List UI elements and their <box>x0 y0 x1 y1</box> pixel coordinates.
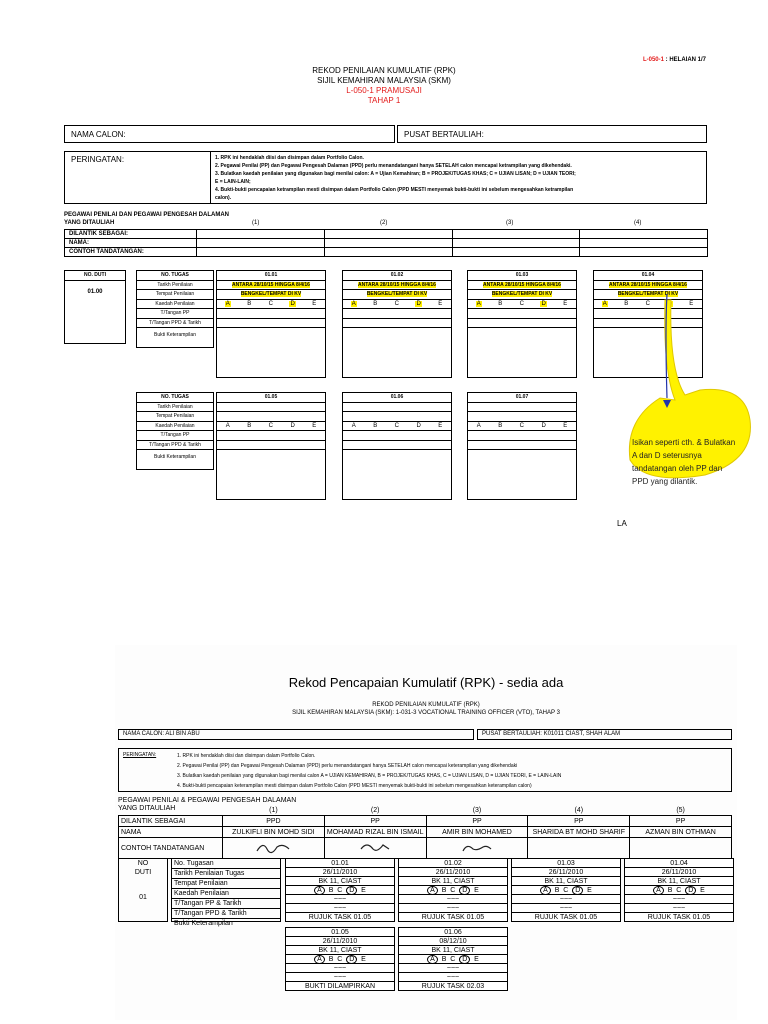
option-a[interactable]: A <box>351 422 356 429</box>
scan-label: Kaedah Penilaian <box>172 889 280 899</box>
nama-label: NAMA: <box>65 239 197 248</box>
scan-task-no: 01.05 <box>286 928 394 937</box>
signature-image: ~~~ <box>512 895 620 904</box>
label-tarikh: Tarikh Penilaian <box>137 403 213 413</box>
scan-nama-box <box>118 729 474 740</box>
scan-dilantik: PP <box>630 816 732 827</box>
kaedah-options <box>468 301 576 307</box>
label-tt-ppd: T/Tangan PPD & Tarikh <box>137 441 213 451</box>
peringatan-list <box>215 154 705 202</box>
peringatan-item: 3. Bulatkan kaedah penilaian yang digunakan bagi menilai calon: A = Ujian Kemahiran; B = PROJEK/TUGAS KHAS; C = UJIAN LISAN; D = UJIAN TEORI; <box>215 171 576 177</box>
scan-peringatan-box <box>118 748 732 792</box>
scan-task-no: 01.06 <box>399 928 507 937</box>
signature-image: ~~~ <box>399 964 507 973</box>
pegawai-title-line1: PEGAWAI PENILAI DAN PEGAWAI PENGESAH DALAMAN <box>64 212 230 218</box>
sheet-reference <box>643 57 706 63</box>
pegawai-title <box>64 211 229 227</box>
form-title <box>234 66 534 106</box>
scan-name: AZMAN BIN OTHMAN <box>630 827 732 838</box>
label-tt-ppd: T/Tangan PPD & Tarikh <box>137 319 213 329</box>
scan-task-bukti: RUJUK TASK 01.05 <box>647 914 711 921</box>
scan-task-tempat: BK 11, CIAST <box>399 877 507 886</box>
task-tarikh: ANTARA 28/10/15 HINGGA 8/4/16 <box>232 281 310 288</box>
scan-name: SHARIDA BT MOHD SHARIF <box>528 827 630 838</box>
signature-image: ~~~ <box>399 904 507 913</box>
pegawai-col-2: (2) <box>380 220 388 226</box>
option-c[interactable]: C <box>268 422 273 429</box>
peringatan-box <box>64 151 707 204</box>
scan-task-kaedah: A B C D E <box>512 886 620 895</box>
signature-image: ~~~ <box>399 973 507 982</box>
signature-image: ~~~ <box>512 904 620 913</box>
no-duti-label: NO. DUTI <box>65 271 125 281</box>
option-a[interactable]: A <box>476 300 481 307</box>
task-no: 01.04 <box>594 271 702 281</box>
scan-no: NO <box>137 860 149 867</box>
title-line-2: SIJIL KEMAHIRAN MALAYSIA (SKM) <box>317 76 451 85</box>
scan-task-tempat: BK 11, CIAST <box>399 946 507 955</box>
scan-task-kaedah: A B C D E <box>399 955 507 964</box>
form-code: L-050-1 <box>642 57 664 63</box>
option-a[interactable]: A <box>476 422 481 429</box>
scan-task-bukti: BUKTI DILAMPIRKAN <box>304 983 375 990</box>
option-e[interactable]: E <box>689 300 694 307</box>
option-c[interactable]: C <box>268 300 273 307</box>
scan-nama-label: NAMA <box>119 827 223 838</box>
scan-task-no: 01.02 <box>399 859 507 868</box>
pegawai-col-4: (4) <box>634 220 642 226</box>
task-tempat: BENGKEL/TEMPAT DI KV <box>366 291 428 298</box>
kaedah-options <box>468 423 576 429</box>
scan-peg-2: YANG DITAULIAH <box>118 805 176 812</box>
scan-title-2: SIJIL KEMAHIRAN MALAYSIA (SKM): 1-031-3 VOCATIONAL TRAINING OFFICER (VTO), TAHAP 3 <box>292 710 560 716</box>
task-block <box>342 392 452 500</box>
scan-col: (4) <box>574 806 584 814</box>
option-e[interactable]: E <box>312 422 317 429</box>
scan-name: ZULKIFLI BIN MOHD SIDI <box>223 827 325 838</box>
scan-title-1: REKOD PENILAIAN KUMULATIF (RPK) <box>372 702 480 708</box>
row-labels-bottom <box>136 392 214 470</box>
scan-peringatan-item: 2. Pegawai Penilai (PP) dan Pegawai Pengesah Dalaman (PPD) perlu menandatangani hanya SETELAH calon mencapai keterampilan yang dikehendaki <box>177 763 518 769</box>
kaedah-options <box>343 301 451 307</box>
task-tarikh: ANTARA 28/10/15 HINGGA 8/4/16 <box>358 281 436 288</box>
label-kaedah: Kaedah Penilaian <box>137 300 213 310</box>
label-no-tugas: NO. TUGAS <box>137 271 213 281</box>
peringatan-item: calon). <box>215 195 232 201</box>
contoh-tandatangan-label: CONTOH TANDATANGAN: <box>65 248 197 257</box>
option-c[interactable]: C <box>519 300 524 307</box>
label-bukti: Bukti Keterampilan <box>154 454 196 460</box>
scan-task-tarikh: 08/12/10 <box>399 937 507 946</box>
kaedah-options <box>217 423 325 429</box>
scan-label: No. Tugasan <box>172 859 280 869</box>
task-block <box>216 392 326 500</box>
option-b[interactable]: B <box>373 422 378 429</box>
scan-task-block <box>398 858 508 922</box>
option-d[interactable]: D <box>541 422 546 429</box>
task-block <box>467 270 577 378</box>
dilantik-label: DILANTIK SEBAGAI: <box>65 230 197 239</box>
scan-pusat-box <box>477 729 732 740</box>
signature-image <box>324 838 426 859</box>
task-block <box>342 270 452 378</box>
scan-col: (2) <box>370 806 380 814</box>
scan-label: Bukti Keterampilan <box>174 920 233 927</box>
option-b[interactable]: B <box>498 300 503 307</box>
scan-task-kaedah: A B C D E <box>286 886 394 895</box>
scan-task-tempat: BK 11, CIAST <box>286 877 394 886</box>
scan-task-bukti: RUJUK TASK 01.05 <box>421 914 485 921</box>
scan-row-labels <box>171 858 281 927</box>
scan-peg-1: PEGAWAI PENILAI & PEGAWAI PENGESAH DALAMAN <box>118 797 297 804</box>
scan-peringatan-label: PERINGATAN: <box>123 752 157 758</box>
signature-image: ~~~ <box>399 895 507 904</box>
scan-peringatan-item: 4. Bukti-bukti pencapaian keterampilan mesti disimpan dalam Portfolio Calon (PPD MESTI menyemak bukti-bukti ini sebelum mengesahkan keterampilan calon) <box>177 783 532 789</box>
scan-task-tarikh: 26/11/2010 <box>286 868 394 877</box>
peringatan-item: 4. Bukti-bukti pencapaian ketrampilan mesti disimpan dalam Portfolio Calon (PPD MESTI menyemak bukti-bukti ini sebelum mengesahkan ketrampilan <box>215 187 574 193</box>
task-no: 01.07 <box>468 393 576 403</box>
pusat-label: PUSAT BERTAULIAH: <box>404 130 484 139</box>
task-tempat: BENGKEL/TEMPAT DI KV <box>240 291 302 298</box>
peringatan-item: 2. Pegawai Penilai (PP) dan Pegawai Pengesah Dalaman (PPD) perlu menandatangani hanya SETELAH calon mencapai ketrampilan yang dikehendaki. <box>215 163 572 169</box>
title-line-4: TAHAP 1 <box>367 96 401 105</box>
scan-label: T/Tangan PPD & Tarikh <box>172 909 280 919</box>
option-b[interactable]: B <box>247 300 252 307</box>
label-tarikh: Tarikh Penilaian <box>137 281 213 291</box>
scan-dilantik-label: DILANTIK SEBAGAI <box>119 816 223 827</box>
option-c[interactable]: C <box>394 300 399 307</box>
pegawai-title-line2: YANG DITAULIAH <box>64 220 115 226</box>
scan-task-no: 01.03 <box>512 859 620 868</box>
peringatan-item: 1. RPK ini hendaklah diisi dan disimpan dalam Portfolio Calon. <box>215 155 364 161</box>
signature-image: ~~~ <box>625 895 733 904</box>
scan-pusat: PUSAT BERTAULIAH: K01011 CIAST, SHAH ALAM <box>482 731 621 737</box>
option-b[interactable]: B <box>498 422 503 429</box>
scan-pegawai-table <box>118 805 732 859</box>
pegawai-col-3: (3) <box>506 220 514 226</box>
scan-task-no: 01.04 <box>625 859 733 868</box>
option-c[interactable]: C <box>394 422 399 429</box>
no-duti-box <box>64 270 126 344</box>
scan-task-bukti: RUJUK TASK 02.03 <box>421 983 485 990</box>
option-a[interactable]: A <box>225 422 230 429</box>
option-d[interactable]: D <box>290 422 295 429</box>
scan-contoh-label: CONTOH TANDATANGAN <box>119 838 223 859</box>
task-no: 01.02 <box>343 271 451 281</box>
task-tarikh: ANTARA 28/10/15 HINGGA 8/4/16 <box>609 281 687 288</box>
label-kaedah: Kaedah Penilaian <box>137 422 213 432</box>
scan-task-tarikh: 26/11/2010 <box>625 868 733 877</box>
signature-image: ~~~ <box>286 973 394 982</box>
option-e[interactable]: E <box>438 422 443 429</box>
scan-peringatan-list <box>177 751 561 791</box>
pegawai-col-1: (1) <box>252 220 260 226</box>
scan-label: T/Tangan PP & Tarikh <box>172 899 280 909</box>
scan-peringatan-item: 3. Bulatkan kaedah penilaian yang digunakan bagi menilai calon A = UJIAN KEMAHIRAN, B = PROJEK/TUGAS KHAS, C = UJIAN LISAN, D = UJIAN TEORI, E = LAIN-LAIN <box>177 773 562 779</box>
scan-col: (5) <box>676 806 685 814</box>
label-tt-pp: T/Tangan PP <box>137 309 213 319</box>
scan-duti-no: 01 <box>139 894 147 901</box>
task-tarikh: ANTARA 28/10/15 HINGGA 8/4/16 <box>483 281 561 288</box>
scan-task-tarikh: 26/11/2010 <box>399 868 507 877</box>
label-bukti: Bukti Keterampilan <box>154 332 196 338</box>
scan-task-kaedah: A B C D E <box>399 886 507 895</box>
signature-image: ~~~ <box>286 895 394 904</box>
scan-task-kaedah: A B C D E <box>625 886 733 895</box>
scan-task-block <box>511 858 621 922</box>
scan-duti: DUTI <box>134 869 152 876</box>
option-d[interactable]: D <box>416 300 421 307</box>
scan-name: AMIR BIN MOHAMED <box>426 827 528 838</box>
signature-image: ~~~ <box>286 964 394 973</box>
scan-task-tempat: BK 11, CIAST <box>286 946 394 955</box>
task-block <box>467 392 577 500</box>
no-duti-value: 01.00 <box>87 289 103 295</box>
task-no: 01.05 <box>217 393 325 403</box>
scan-nama: NAMA CALON: ALI BIN ABU <box>123 731 200 737</box>
title-line-3: L-050-1 PRAMUSAJI <box>346 86 422 95</box>
scan-dilantik: PP <box>324 816 426 827</box>
task-no: 01.03 <box>468 271 576 281</box>
scan-no-duti-box <box>118 858 168 922</box>
peringatan-label: PERINGATAN: <box>71 155 125 164</box>
scan-task-block <box>624 858 734 922</box>
scan-task-bukti: RUJUK TASK 01.05 <box>534 914 598 921</box>
option-e[interactable]: E <box>312 300 317 307</box>
callout-text: Isikan seperti cth. & Bulatkan A dan D seterusnya tandatangan oleh PP dan PPD yang dilantik. <box>632 438 736 486</box>
option-d[interactable]: D <box>541 300 546 307</box>
scan-name: MOHAMAD RIZAL BIN ISMAIL <box>324 827 426 838</box>
label-no-tugas: NO. TUGAS <box>137 393 213 403</box>
scan-dilantik: PP <box>426 816 528 827</box>
task-tempat: BENGKEL/TEMPAT DI KV <box>491 291 553 298</box>
option-a[interactable]: A <box>351 300 356 307</box>
scan-label: Tarikh Penilaian Tugas <box>172 869 280 879</box>
scan-dilantik: PPD <box>223 816 325 827</box>
scan-dilantik: PP <box>528 816 630 827</box>
option-c[interactable]: C <box>519 422 524 429</box>
sheet-number: : HELAIAN 1/7 <box>663 57 706 63</box>
nama-calon-box <box>64 125 395 143</box>
task-tempat: BENGKEL/TEMPAT DI KV <box>617 291 679 298</box>
label-tempat: Tempat Penilaian <box>137 290 213 300</box>
title-line-1: REKOD PENILAIAN KUMULATIF (RPK) <box>312 66 456 75</box>
task-no: 01.06 <box>343 393 451 403</box>
scan-task-no: 01.01 <box>286 859 394 868</box>
peringatan-item: E = LAIN-LAIN; <box>215 179 251 185</box>
option-b[interactable]: B <box>624 300 629 307</box>
scan-peringatan-item: 1. RPK ini hendaklah diisi dan disimpan dalam Portfolio Calon. <box>177 753 316 759</box>
signature-image <box>223 838 325 859</box>
option-e[interactable]: E <box>563 422 568 429</box>
task-block <box>216 270 326 378</box>
option-c[interactable]: C <box>645 300 650 307</box>
scan-task-kaedah: A B C D E <box>286 955 394 964</box>
scan-col: (1) <box>269 806 278 814</box>
scanned-rpk-image <box>115 645 737 1020</box>
scan-label: Tempat Penilaian <box>172 879 280 889</box>
peringatan-divider <box>210 152 211 203</box>
nama-calon-label: NAMA CALON: <box>71 130 126 139</box>
scan-task-block <box>285 927 395 991</box>
signature-image: ~~~ <box>625 904 733 913</box>
kaedah-options <box>217 301 325 307</box>
option-b[interactable]: B <box>247 422 252 429</box>
signature-image <box>426 838 528 859</box>
row-labels-top <box>136 270 214 348</box>
signature-image: ~~~ <box>286 904 394 913</box>
pusat-bertauliah-box <box>397 125 707 143</box>
option-a[interactable]: A <box>602 300 607 307</box>
scan-task-tarikh: 26/11/2010 <box>512 868 620 877</box>
scan-col: (3) <box>472 806 482 814</box>
scan-task-block <box>285 858 395 922</box>
scan-task-tempat: BK 11, CIAST <box>512 877 620 886</box>
scan-task-bukti: RUJUK TASK 01.05 <box>308 914 372 921</box>
option-a[interactable]: A <box>225 300 230 307</box>
option-e[interactable]: E <box>563 300 568 307</box>
option-b[interactable]: B <box>373 300 378 307</box>
option-e[interactable]: E <box>438 300 443 307</box>
scan-task-block <box>398 927 508 991</box>
la-text: LA <box>617 519 627 528</box>
option-d[interactable]: D <box>290 300 295 307</box>
kaedah-options <box>343 423 451 429</box>
pegawai-table <box>64 229 708 257</box>
scan-task-tempat: BK 11, CIAST <box>625 877 733 886</box>
scan-heading: Rekod Pencapaian Kumulatif (RPK) - sedia ada <box>288 675 564 690</box>
scan-task-tarikh: 26/11/2010 <box>286 937 394 946</box>
label-tempat: Tempat Penilaian <box>137 412 213 422</box>
label-tt-pp: T/Tangan PP <box>137 431 213 441</box>
option-d[interactable]: D <box>416 422 421 429</box>
task-no: 01.01 <box>217 271 325 281</box>
